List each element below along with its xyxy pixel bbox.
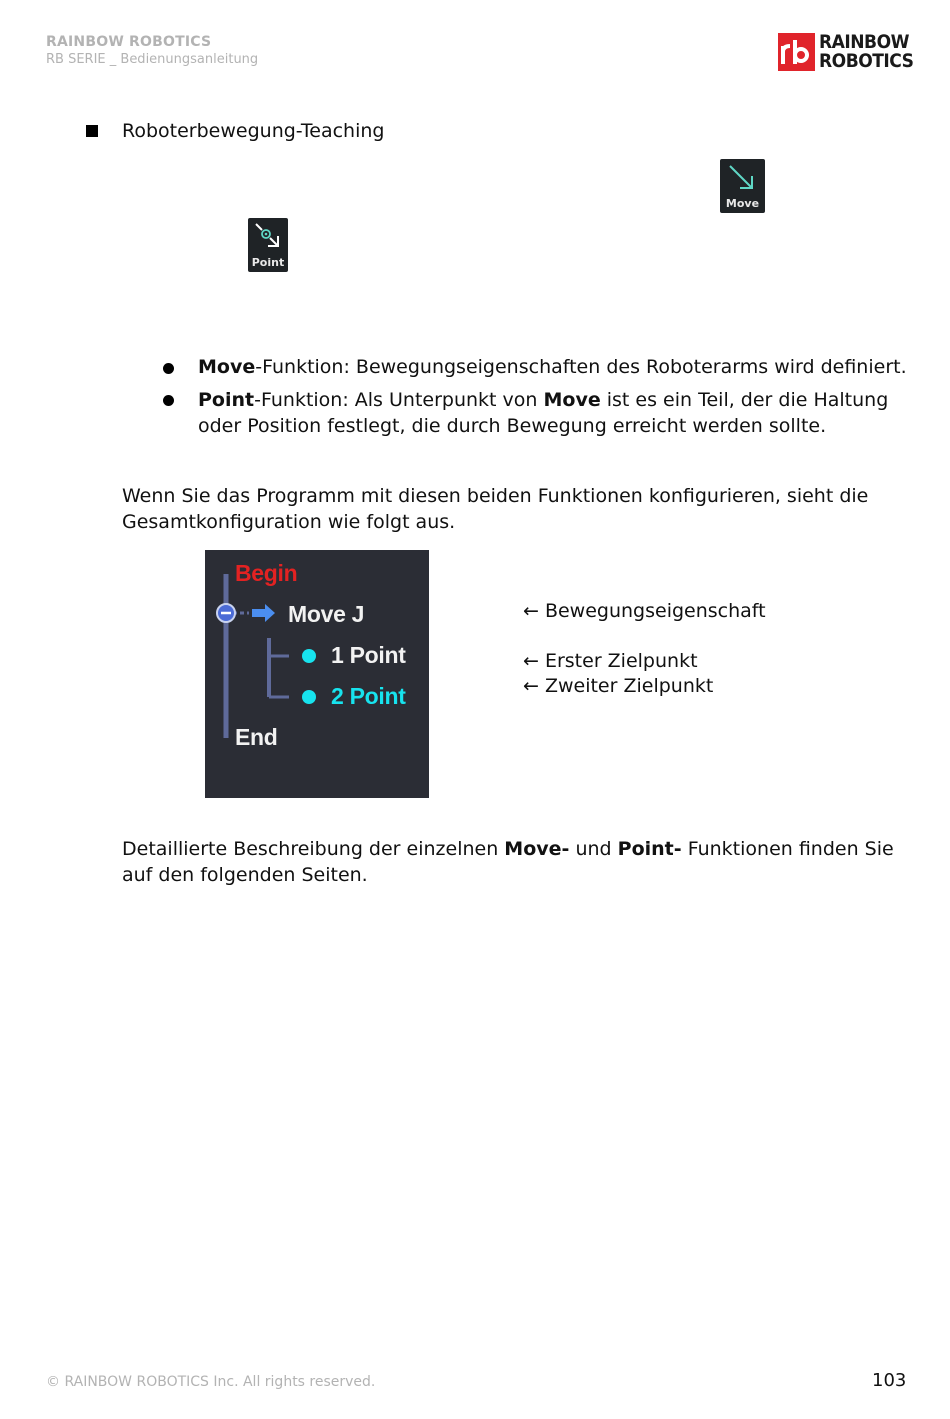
tree-begin: Begin	[235, 560, 298, 586]
rb-logo-icon	[778, 33, 815, 71]
bullet-point-bold-move: Move	[543, 389, 601, 411]
paragraph-details	[122, 837, 912, 888]
annotation-point-2: ← Zweiter Zielpunkt	[523, 675, 714, 697]
tree-point-1: 1 Point	[331, 642, 406, 668]
header-company: RAINBOW ROBOTICS	[46, 34, 212, 50]
tree-point-2: 2 Point	[331, 683, 406, 709]
logo-text-line2: ROBOTICS	[819, 50, 914, 72]
tree-move-j: Move J	[288, 601, 365, 627]
collapse-minus-icon	[214, 601, 238, 625]
bullet-move-bold: Move	[198, 356, 256, 378]
point-function-icon	[248, 218, 288, 272]
tree-lines	[205, 550, 429, 798]
move-function-icon	[720, 159, 765, 213]
details-text-c: und	[569, 838, 618, 860]
bullet-move-function	[198, 355, 918, 381]
details-text-a: Detaillierte Beschreibung der einzelnen	[122, 838, 505, 860]
annotation-move: ← Bewegungseigenschaft	[523, 600, 766, 622]
bullet-point-function	[198, 388, 918, 439]
page-number: 103	[872, 1370, 907, 1391]
footer-copyright: © RAINBOW ROBOTICS Inc. All rights reserved.	[46, 1374, 376, 1390]
section-title: Roboterbewegung-Teaching	[122, 120, 385, 142]
bullet-point-text-b: ist es ein Teil, der die Haltung oder Position festlegt, die durch Bewegung erreicht werden sollte.	[198, 389, 889, 437]
bullet-dot-icon	[163, 363, 174, 374]
company-logo	[778, 32, 913, 72]
bullet-move-text: -Funktion: Bewegungseigenschaften des Roboterarms wird definiert.	[255, 356, 907, 378]
move-arrow-icon	[720, 159, 765, 199]
annotation-point-1: ← Erster Zielpunkt	[523, 650, 698, 672]
bullet-dot-icon	[163, 395, 174, 406]
point-icon-label: Point	[251, 256, 285, 269]
bullet-point-bold: Point	[198, 389, 255, 411]
paragraph-configuration: Wenn Sie das Programm mit diesen beiden Funktionen konfigurieren, sieht die Gesamtkonfiguration wie folgt aus.	[122, 485, 869, 533]
square-bullet-icon	[86, 125, 98, 137]
move-icon-label: Move	[725, 197, 760, 210]
point-arrow-icon	[248, 218, 288, 258]
program-tree-screenshot	[205, 550, 429, 798]
header-subtitle: RB SERIE _ Bedienungsanleitung	[46, 52, 259, 67]
details-bold-move: Move-	[504, 838, 570, 860]
tree-end: End	[235, 724, 278, 750]
details-text-e: Funktionen finden Sie auf den folgenden Seiten.	[122, 838, 894, 886]
logo-text-line1: RAINBOW	[819, 31, 909, 53]
bullet-point-text-a: -Funktion: Als Unterpunkt von	[254, 389, 544, 411]
details-bold-point: Point-	[617, 838, 682, 860]
